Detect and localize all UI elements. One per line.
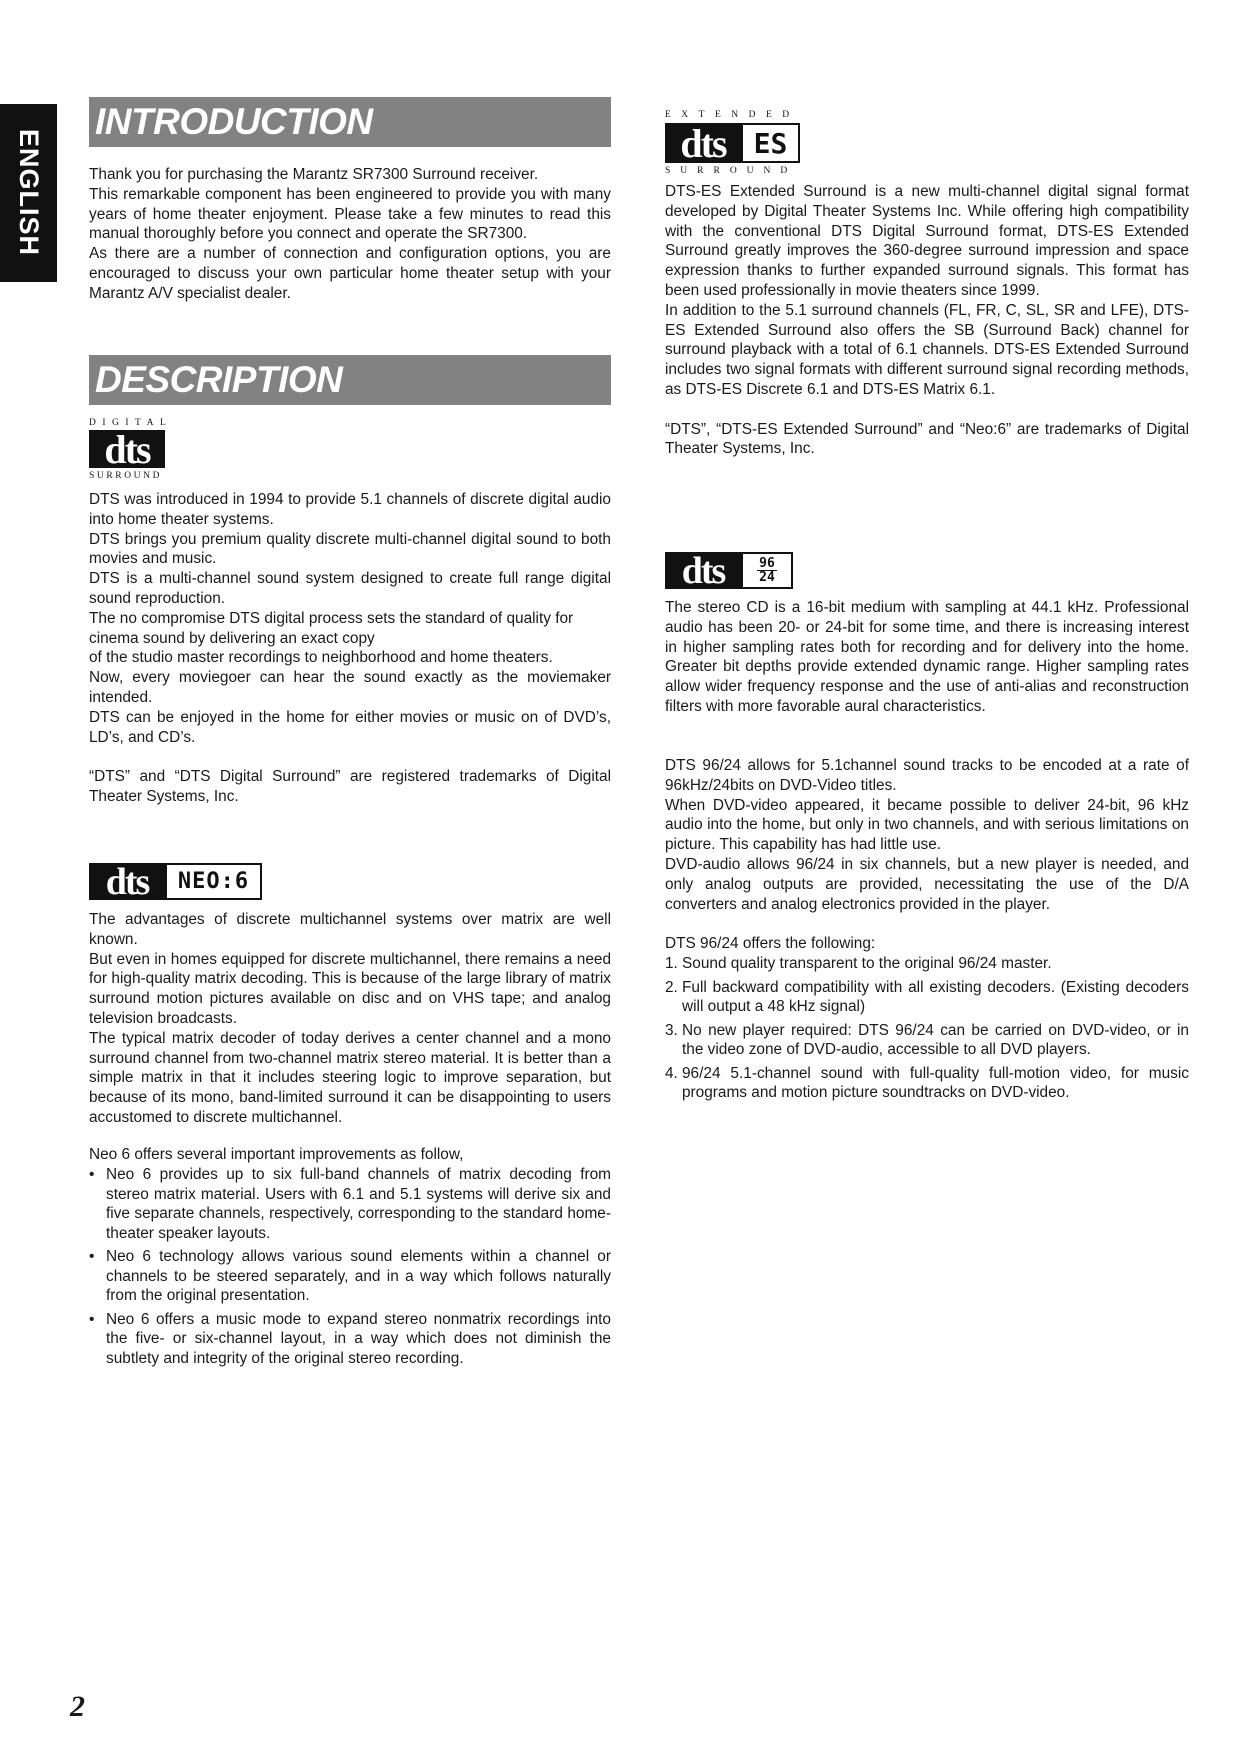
- dts-mark: dts: [89, 863, 165, 900]
- dts-96-24-offers-intro: DTS 96/24 offers the following:: [665, 935, 876, 952]
- dts-es-trademark-note: “DTS”, “DTS-ES Extended Surround” and “Neo:6” are trademarks of Digital Theater Systems, Inc.: [665, 420, 1189, 458]
- dts-digital-surround-logo: [89, 418, 173, 482]
- intro-paragraph: Thank you for purchasing the Marantz SR7300 Surround receiver.: [89, 166, 539, 183]
- list-item-text: No new player required: DTS 96/24 can be carried on DVD-video, or in the video zone of DVD-audio, accessible to all DVD players.: [682, 1021, 1189, 1058]
- intro-paragraph: As there are a number of connection and configuration options, you are encouraged to discuss your own particular home theater setup with your Marantz A/V specialist dealer.: [89, 245, 611, 302]
- list-item: [89, 1310, 611, 1369]
- neo6-improvements-list: [89, 1165, 611, 1372]
- list-item-text: Full backward compatibility with all existing decoders. (Existing decoders will output a 48 kHz signal): [682, 978, 1189, 1015]
- denominator: 24: [759, 570, 775, 585]
- list-number: 3.: [665, 1021, 678, 1039]
- dts-96-24-text-a: [665, 598, 1189, 717]
- list-item-text: Neo 6 provides up to six full-band channels of matrix decoding from stereo matrix material. Users with 6.1 and 5.1 systems will derive six and five separate channels, respectively, corresponding to the standard home-theater speaker layouts.: [106, 1166, 611, 1242]
- list-item: [665, 1021, 1189, 1060]
- neo6-paragraph: The advantages of discrete multichannel systems over matrix are well known.: [89, 911, 611, 948]
- description-heading: DESCRIPTION: [89, 355, 611, 405]
- numerator: 96: [759, 556, 775, 571]
- neo6-paragraph: The typical matrix decoder of today derives a center channel and a mono surround channel from two-channel matrix stereo material. It is better than a simple matrix in that it includes steering logic to improve separation, but because of its mono, band-limited surround it can be disappointing to users accustomed to discrete multichannel.: [89, 1029, 611, 1126]
- list-item-text: 96/24 5.1-channel sound with full-quality full-motion video, for music programs and motion picture soundtracks on DVD-video.: [682, 1064, 1189, 1101]
- bullet-icon: •: [89, 1166, 95, 1183]
- list-item: [665, 1064, 1189, 1103]
- list-item: [665, 954, 1189, 974]
- spacer: [89, 747, 611, 767]
- list-item: [665, 978, 1189, 1017]
- list-item-text: Sound quality transparent to the original 96/24 master.: [682, 955, 1052, 972]
- dts-mark: dts: [665, 552, 741, 589]
- bullet-icon: •: [89, 1248, 95, 1265]
- dts-es-paragraph: DTS-ES Extended Surround is a new multi-channel digital signal format developed by Digital Theater Systems Inc. While offering high compatibility with the conventional DTS Digital Surround format, DTS-ES Extended Surround greatly improves the 360-degree surround impression and space expression thanks to further expanded surround signals. This format has been used professionally in movie theaters since 1999.: [665, 183, 1189, 299]
- list-number: 4.: [665, 1064, 678, 1082]
- dts-es-mark-row: [665, 120, 800, 166]
- list-item: [89, 1165, 611, 1243]
- logo-bottom-text: SURROUND: [89, 471, 163, 481]
- dts-trademark-note: “DTS” and “DTS Digital Surround” are registered trademarks of Digital Theater Systems, Inc.: [89, 768, 611, 805]
- language-tab: [0, 104, 57, 282]
- dts-96-24-paragraph: DVD-audio allows 96/24 in six channels, but a new player is needed, and only analog outputs are provided, necessitating the use of the D/A converters and analog electronics provided in the player.: [665, 855, 1189, 913]
- dts-96-24-offers-list: [665, 954, 1189, 1107]
- dts-paragraph: of the studio master recordings to neighborhood and home theaters.: [89, 649, 553, 667]
- dts-mark: dts: [89, 430, 165, 468]
- dts-paragraph: DTS can be enjoyed in the home for either movies or music on of DVD’s, LD’s, and CD’s.: [89, 708, 611, 746]
- dts-96-24-text-b: [665, 756, 1189, 914]
- dts-digital-text: [89, 490, 611, 807]
- logo-bottom-text: SURROUND: [665, 166, 798, 176]
- dts-mark: dts: [665, 123, 741, 163]
- list-item-text: Neo 6 offers a music mode to expand stereo nonmatrix recordings into the five- or six-channel layout, in a way which does not diminish the subtlety and integrity of the original stereo recording.: [106, 1310, 611, 1367]
- dts-paragraph: Now, every moviegoer can hear the sound exactly as the moviemaker intended.: [89, 669, 611, 706]
- dts-paragraph: DTS was introduced in 1994 to provide 5.1 channels of discrete digital audio into home theater systems.: [89, 491, 611, 528]
- es-mark: ES: [741, 123, 800, 163]
- page-number: 2: [70, 1690, 85, 1723]
- dts-96-24-logo: [665, 549, 793, 592]
- list-item: [89, 1247, 611, 1306]
- dts-96-24-paragraph: DTS 96/24 allows for 5.1channel sound tracks to be encoded at a rate of 96kHz/24bits on DVD-Video titles.: [665, 757, 1189, 794]
- neo6-paragraph: But even in homes equipped for discrete multichannel, there remains a need for high-quality matrix decoding. This is because of the large library of matrix surround motion pictures available on disc and on VHS tape; and analog television broadcasts.: [89, 950, 611, 1027]
- dts-96-24-paragraph: When DVD-video appeared, it became possible to deliver 24-bit, 96 kHz audio into the home, but only in two channels, and with serious limitations on picture. This capability has had little use.: [665, 796, 1189, 854]
- 96-24-mark: [741, 552, 793, 589]
- neo6-mark: NEO:6: [165, 863, 262, 900]
- introduction-heading: INTRODUCTION: [89, 97, 611, 147]
- spacer: [665, 400, 1189, 420]
- logo-top-text: DIGITAL: [89, 418, 173, 428]
- neo6-text: [89, 910, 611, 1128]
- dts-neo6-logo: [89, 860, 262, 903]
- list-number: 2.: [665, 978, 678, 996]
- intro-paragraph: This remarkable component has been engineered to provide you with many years of home theater enjoyment. Please take a few minutes to read this manual thoroughly before you connect and operate the SR7300.: [89, 185, 611, 243]
- dts-es-text: [665, 182, 1189, 459]
- dts-es-paragraph: In addition to the 5.1 surround channels (FL, FR, C, SL, SR and LFE), DTS-ES Extended Surround also offers the SB (Surround Back) channel for surround playback with a total of 6.1 channels. DTS-ES Extended Surround includes two signal formats with different surround signal recording methods, as DTS-ES Discrete 6.1 and DTS-ES Matrix 6.1.: [665, 301, 1189, 398]
- dts-paragraph: DTS brings you premium quality discrete multi-channel digital sound to both movies and music.: [89, 530, 611, 568]
- neo6-improvements-intro: Neo 6 offers several important improvements as follow,: [89, 1146, 464, 1163]
- language-tab-label: ENGLISH: [14, 129, 44, 257]
- introduction-text: [89, 165, 611, 304]
- list-item-text: Neo 6 technology allows various sound elements within a channel or channels to be steered separately, and in a way which follows naturally from the original presentation.: [106, 1248, 611, 1304]
- dts-es-logo: [665, 110, 800, 177]
- bullet-icon: •: [89, 1310, 95, 1328]
- logo-top-text: EXTENDED: [665, 110, 800, 120]
- dts-96-24-paragraph: The stereo CD is a 16-bit medium with sampling at 44.1 kHz. Professional audio has been 20- or 24-bit for some time, and there is increasing interest in higher sampling rates both for recording and for delivery into the home. Greater bit depths provide extended dynamic range. Higher sampling rates allow wider frequency response and the use of anti-alias and reconstruction filters with more favorable aural characteristics.: [665, 599, 1189, 715]
- list-number: 1.: [665, 955, 678, 972]
- dts-paragraph: DTS is a multi-channel sound system designed to create full range digital sound reproduction.: [89, 570, 611, 607]
- dts-paragraph: The no compromise DTS digital process sets the standard of quality for cinema sound by delivering an exact copy: [89, 609, 574, 647]
